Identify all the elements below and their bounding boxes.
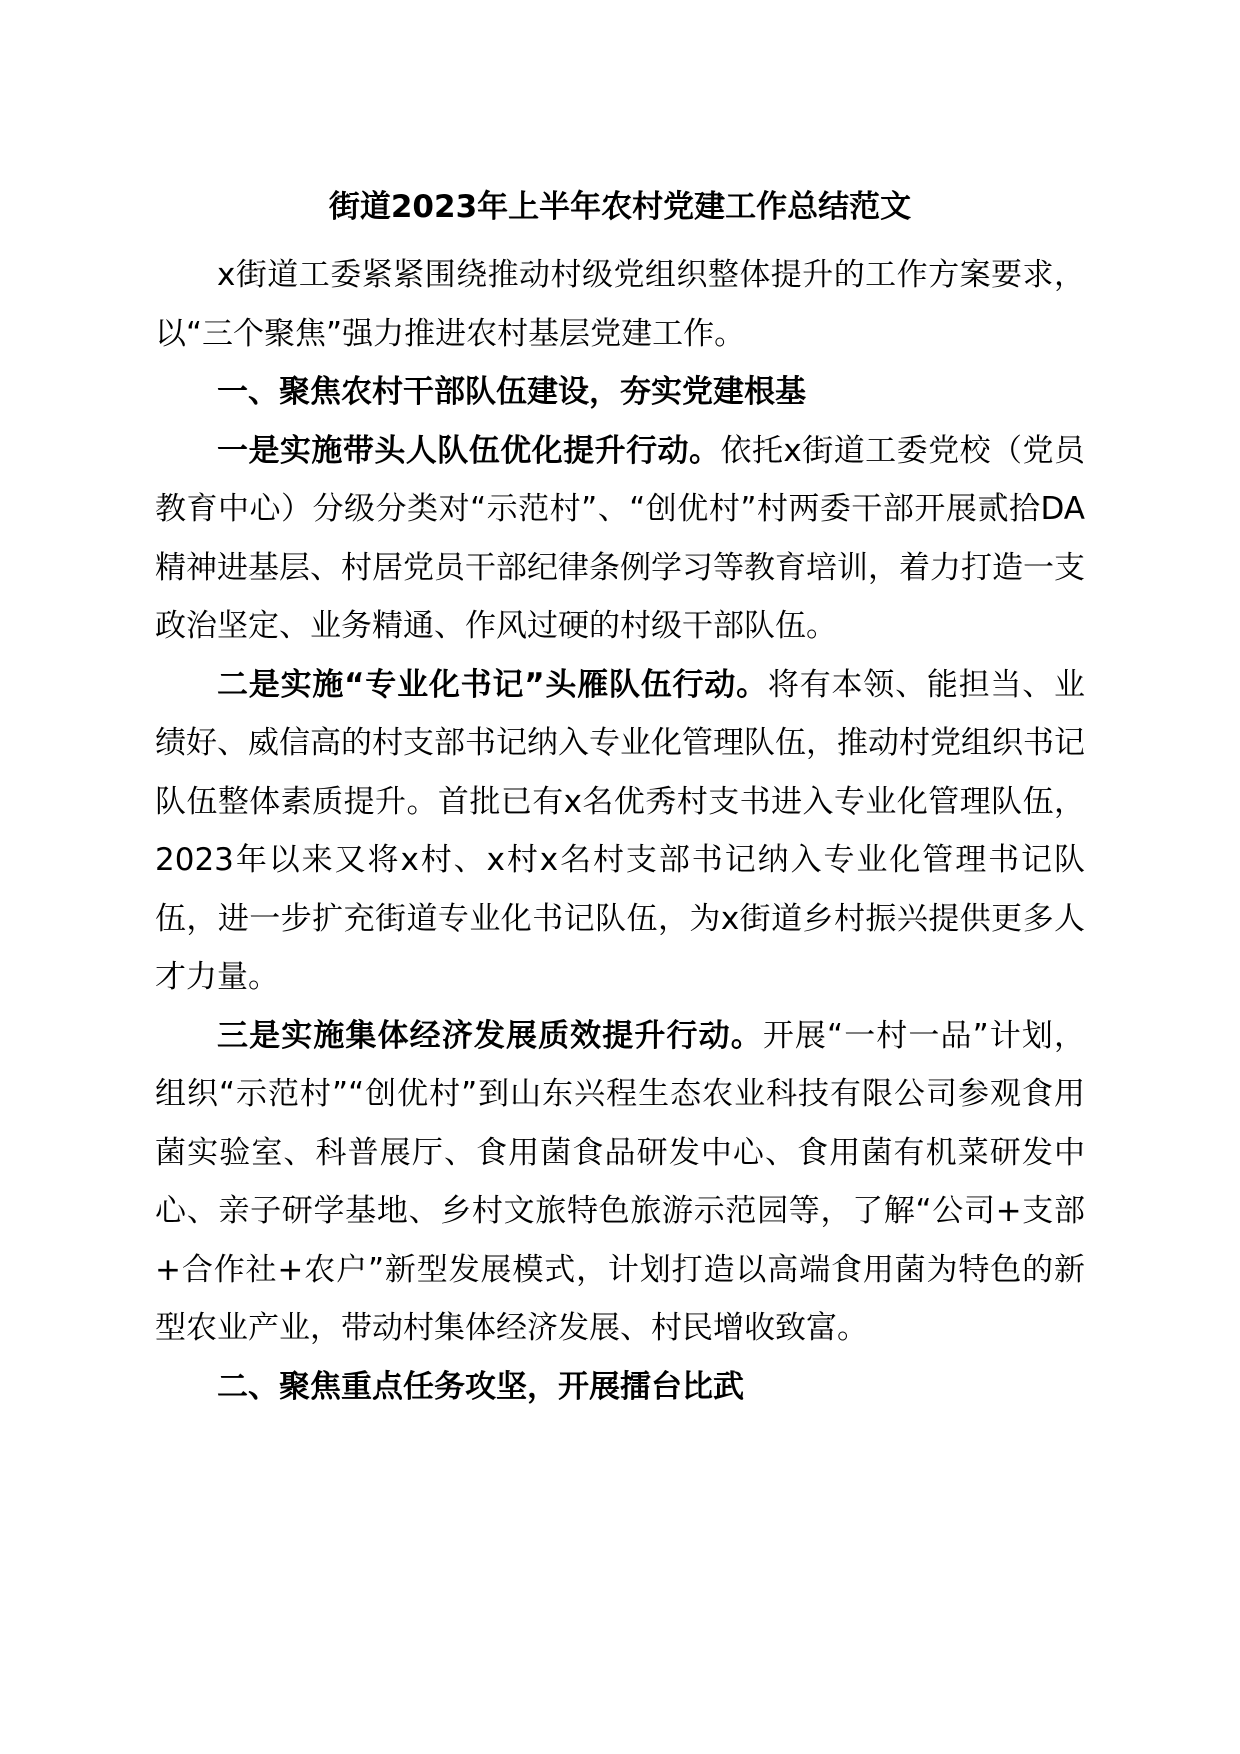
item-3-body: 开展“一村一品”计划，组织“示范村”“创优村”到山东兴程生态农业科技有限公司参观食用菌实验室、科普展厅、食用菌食品研发中心、食用菌有机菜研发中心、亲子研学基地、乡村文旅特色旅游示范园等，了解“公司+支部+合作社+农户”新型发展模式，计划打造以高端食用菌为特色的新型农业产业，带动村集体经济发展、村民增收致富。 — [155, 1017, 1085, 1346]
item-2-body: 将有本领、能担当、业绩好、威信高的村支部书记纳入专业化管理队伍，推动村党组织书记队伍整体素质提升。首批已有x名优秀村支书进入专业化管理队伍，2023年以来又将x村、x村x名村支部书记纳入专业化管理书记队伍，进一步扩充街道专业化书记队伍，为x街道乡村振兴提供更多人才力量。 — [155, 666, 1086, 995]
item-1-lead: 一是实施带头人队伍优化提升行动。 — [217, 432, 721, 469]
item-2-lead: 二是实施“专业化书记”头雁队伍行动。 — [217, 666, 768, 703]
section-1-item-1 — [155, 422, 1085, 656]
item-1-body: 依托x街道工委党校（党员教育中心）分级分类对“示范村”、“创优村”村两委干部开展贰拾DA精神进基层、村居党员干部纪律条例学习等教育培训，着力打造一支政治坚定、业务精通、作风过硬的村级干部队伍。 — [155, 432, 1085, 644]
section-1-heading: 一、聚焦农村干部队伍建设，夯实党建根基 — [217, 374, 806, 410]
section-2-heading: 二、聚焦重点任务攻坚，开展擂台比武 — [217, 1368, 744, 1405]
intro-paragraph: x街道工委紧紧围绕推动村级党组织整体提升的工作方案要求，以“三个聚焦”强力推进农村基层党建工作。 — [155, 257, 1085, 352]
section-1-item-3 — [155, 1007, 1085, 1358]
document-title: 街道2023年上半年农村党建工作总结范文 — [328, 189, 912, 225]
document-body — [155, 182, 1085, 1416]
item-3-lead: 三是实施集体经济发展质效提升行动。 — [217, 1017, 763, 1054]
section-1-item-2 — [155, 656, 1085, 1007]
